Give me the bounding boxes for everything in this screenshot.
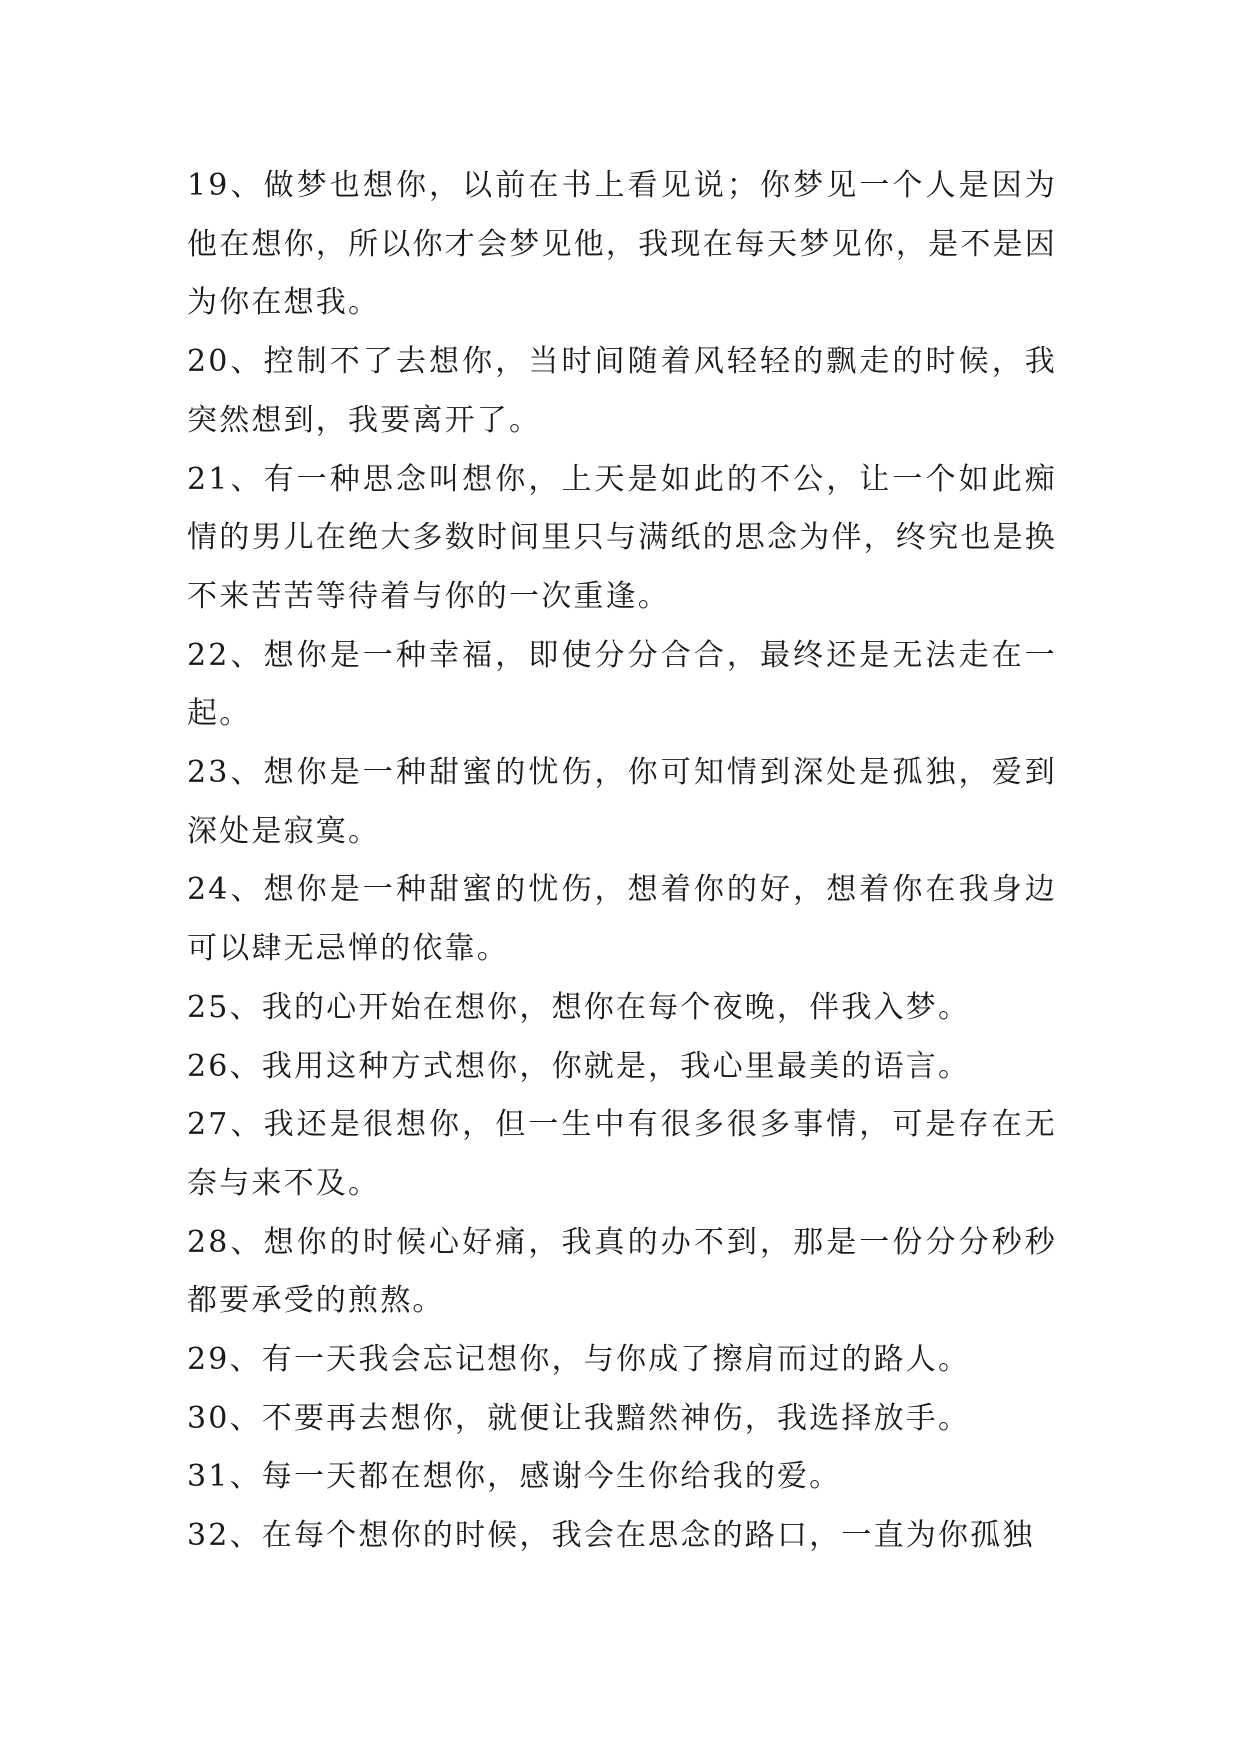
paragraph-28: 28、想你的时候心好痛，我真的办不到，那是一份分分秒秒都要承受的煎熬。 [187, 1224, 1057, 1319]
paragraph-25: 25、我的心开始在想你，想你在每个夜晚，伴我入梦。 [187, 989, 971, 1025]
paragraph-22: 22、想你是一种幸福，即使分分合合，最终还是无法走在一起。 [187, 637, 1057, 732]
paragraph-26: 26、我用这种方式想你，你就是，我心里最美的语言。 [187, 1048, 971, 1084]
paragraph-30: 30、不要再去想你，就便让我黯然神伤，我选择放手。 [187, 1400, 971, 1436]
paragraph-21: 21、有一种思念叫想你，上天是如此的不公，让一个如此痴情的男儿在绝大多数时间里只与满纸的思念为伴，终究也是换不来苦苦等待着与你的一次重逢。 [187, 461, 1057, 614]
paragraph-29: 29、有一天我会忘记想你，与你成了擦肩而过的路人。 [187, 1342, 971, 1378]
paragraph-32: 32、在每个想你的时候，我会在思念的路口，一直为你孤独 [187, 1518, 1035, 1554]
paragraph-20: 20、控制不了去想你，当时间随着风轻轻的飘走的时候，我突然想到，我要离开了。 [187, 344, 1057, 438]
paragraph-27: 27、我还是很想你，但一生中有很多很多事情，可是存在无奈与来不及。 [187, 1107, 1057, 1201]
document-body [187, 157, 1057, 1566]
paragraph-31: 31、每一天都在想你，感谢今生你给我的爱。 [187, 1459, 842, 1495]
paragraph-23: 23、想你是一种甜蜜的忧伤，你可知情到深处是孤独，爱到深处是寂寞。 [187, 755, 1057, 849]
paragraph-19: 19、做梦也想你，以前在书上看见说；你梦见一个人是因为他在想你，所以你才会梦见他，我现在每天梦见你，是不是因为你在想我。 [187, 168, 1057, 321]
paragraph-24: 24、想你是一种甜蜜的忧伤，想着你的好，想着你在我身边可以肆无忌惮的依靠。 [187, 872, 1057, 967]
